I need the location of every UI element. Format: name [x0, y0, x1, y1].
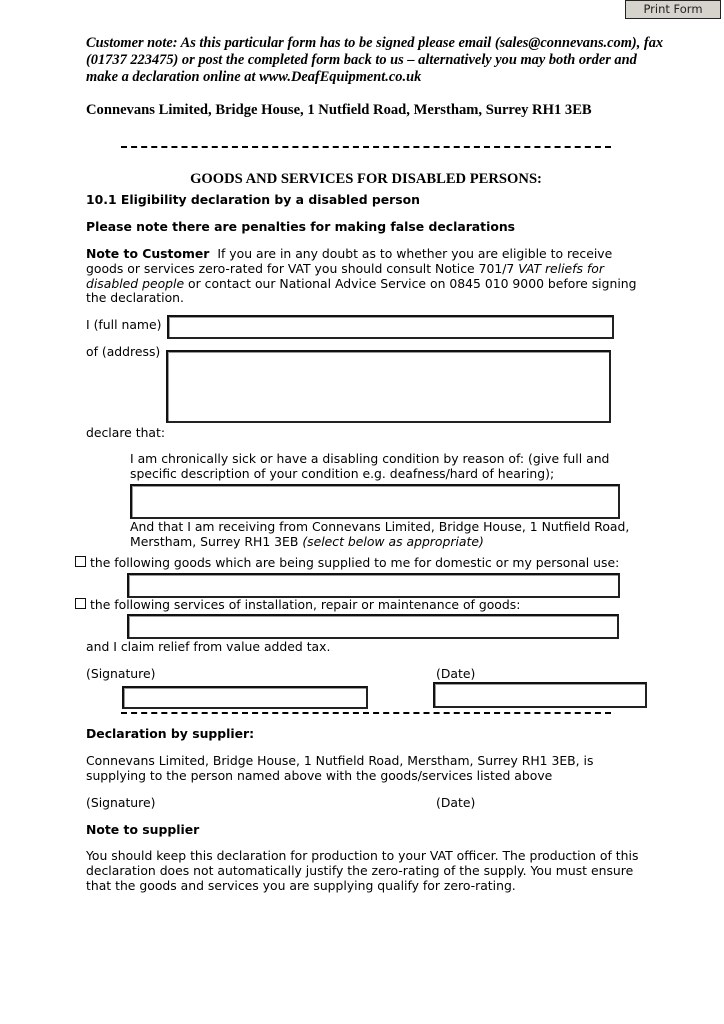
signature-label: (Signature): [86, 666, 156, 681]
note-heading: Note to Customer: [86, 246, 210, 261]
divider-bottom: [121, 712, 611, 714]
section-title: GOODS AND SERVICES FOR DISABLED PERSONS:: [190, 171, 542, 187]
services-option-label: the following services of installation, repair or maintenance of goods:: [90, 597, 521, 612]
divider-top: [121, 146, 611, 148]
services-checkbox[interactable]: [75, 598, 86, 609]
receiving-text: [130, 520, 640, 550]
supplier-text: Connevans Limited, Bridge House, 1 Nutfield Road, Merstham, Surrey RH1 3EB, is supplying to the person named above with the goods/services listed above: [86, 753, 594, 783]
note-to-customer: [86, 247, 646, 306]
address-input[interactable]: [166, 350, 611, 423]
full-name-label: I (full name): [86, 317, 162, 332]
claim-text: and I claim relief from value added tax.: [86, 639, 331, 654]
services-input[interactable]: [127, 614, 619, 639]
note-text-2: or contact our National Advice Service on 0845 010 9000 before signing the declaration.: [86, 275, 637, 306]
goods-option-label: the following goods which are being supplied to me for domestic or my personal use:: [90, 555, 620, 570]
penalty-note: Please note there are penalties for making false declarations: [86, 219, 516, 234]
declare-label: declare that:: [86, 425, 166, 440]
date-input[interactable]: [433, 682, 647, 708]
customer-note: Customer note: As this particular form has to be signed please email (sales@connevans.com), fax (01737 223475) or post the completed form back to us – alternatively you may both order and make a declaration online at www.DeafEquipment.co.uk: [86, 35, 664, 85]
supplier-date-label: (Date): [436, 795, 476, 810]
supplier-note-heading: Note to supplier: [86, 822, 200, 837]
note-text: If you are in any doubt as to whether you are eligible to receive goods or services zero-rated for VAT you should consult Notice 701/7: [86, 246, 613, 276]
receiving-italic: (select below as appropriate): [302, 533, 484, 549]
section-subtitle: 10.1 Eligibility declaration by a disabled person: [86, 192, 420, 207]
condition-input[interactable]: [130, 484, 620, 519]
receiving-text-main: And that I am receiving from Connevans Limited, Bridge House, 1 Nutfield Road, Merstham, Surrey RH1 3EB: [130, 519, 630, 549]
date-label: (Date): [436, 666, 476, 681]
company-address: Connevans Limited, Bridge House, 1 Nutfield Road, Merstham, Surrey RH1 3EB: [86, 102, 592, 118]
condition-text: I am chronically sick or have a disabling condition by reason of: (give full and specific description of your condition e.g. deafness/hard of hearing);: [130, 451, 610, 481]
supplier-note-text: You should keep this declaration for production to your VAT officer. The production of this declaration does not automatically justify the zero-rating of the supply. You must ensure that the goods and services you are supplying qualify for zero-rating.: [86, 848, 639, 893]
supplier-signature-label: (Signature): [86, 795, 156, 810]
goods-input[interactable]: [127, 573, 620, 598]
goods-checkbox[interactable]: [75, 556, 86, 567]
address-label: of (address): [86, 344, 161, 359]
supplier-heading: Declaration by supplier:: [86, 726, 255, 741]
full-name-input[interactable]: [167, 315, 614, 339]
note-italic: VAT reliefs for disabled people: [86, 260, 604, 291]
signature-input[interactable]: [122, 686, 368, 709]
print-form-button[interactable]: Print Form: [625, 0, 721, 19]
